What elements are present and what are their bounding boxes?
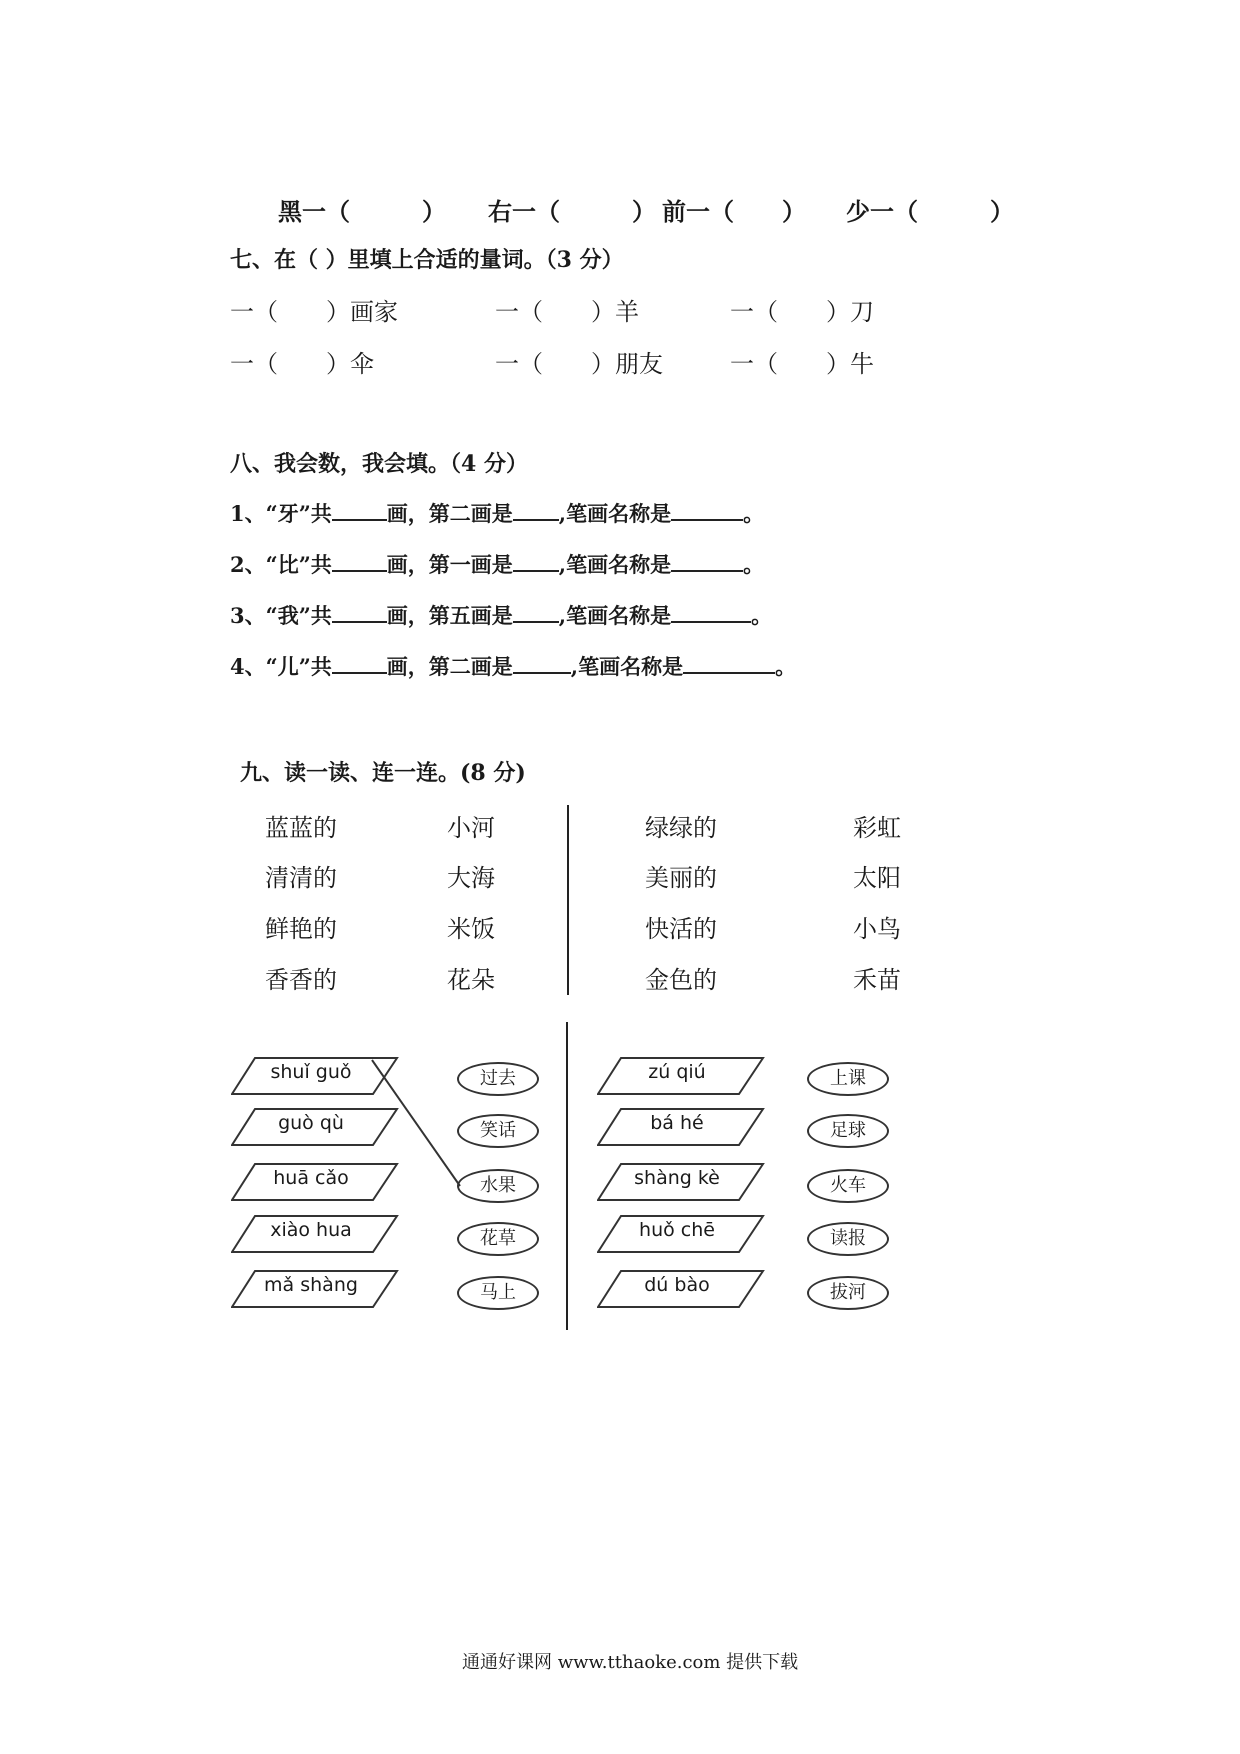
pinyin-card[interactable]: xiào hua <box>231 1215 399 1253</box>
measure-word-item: 一（ ）朋友 <box>495 350 663 378</box>
match-adjective[interactable]: 美丽的 <box>645 864 717 892</box>
stroke-question-1: 1、“牙”共 画，第二画是 ,笔画名称是 。 <box>230 501 765 526</box>
pinyin-card[interactable]: zú qiú <box>597 1057 765 1095</box>
hanzi-oval[interactable]: 拔河 <box>807 1276 889 1310</box>
match-adjective[interactable]: 蓝蓝的 <box>265 814 337 842</box>
section7-title: 七、在（ ）里填上合适的量词。（3 分） <box>230 247 624 273</box>
match-noun[interactable]: 禾苗 <box>853 966 901 994</box>
pinyin-card[interactable]: huǒ chē <box>597 1215 765 1253</box>
section9-title: 九、读一读、连一连。(8 分) <box>240 760 526 786</box>
pinyin-card[interactable]: shuǐ guǒ <box>231 1057 399 1095</box>
match-noun[interactable]: 小鸟 <box>853 915 901 943</box>
pinyin-card[interactable]: dú bào <box>597 1270 765 1308</box>
match-noun[interactable]: 米饭 <box>447 915 495 943</box>
measure-word-item: 一（ ）羊 <box>495 298 639 326</box>
match-adjective[interactable]: 快活的 <box>645 915 717 943</box>
antonym-item-2: 右一（ ） <box>488 197 656 226</box>
hanzi-oval[interactable]: 过去 <box>457 1062 539 1096</box>
hanzi-oval[interactable]: 马上 <box>457 1276 539 1310</box>
hanzi-oval[interactable]: 读报 <box>807 1222 889 1256</box>
match-noun[interactable]: 小河 <box>447 814 495 842</box>
hanzi-oval[interactable]: 水果 <box>457 1169 539 1203</box>
stroke-question-2: 2、“比”共 画，第一画是 ,笔画名称是 。 <box>230 552 765 577</box>
hanzi-oval[interactable]: 上课 <box>807 1062 889 1096</box>
hanzi-oval[interactable]: 花草 <box>457 1222 539 1256</box>
hanzi-oval[interactable]: 笑话 <box>457 1114 539 1148</box>
match-adjective[interactable]: 金色的 <box>645 966 717 994</box>
pinyin-card[interactable]: mǎ shàng <box>231 1270 399 1308</box>
pinyin-card[interactable]: bá hé <box>597 1108 765 1146</box>
stroke-question-3: 3、“我”共 画，第五画是 ,笔画名称是 。 <box>230 603 773 628</box>
hanzi-oval[interactable]: 足球 <box>807 1114 889 1148</box>
match-noun[interactable]: 花朵 <box>447 966 495 994</box>
match-noun[interactable]: 大海 <box>447 864 495 892</box>
pinyin-card[interactable]: huā cǎo <box>231 1163 399 1201</box>
antonym-item-4: 少一（ ） <box>846 197 1014 226</box>
measure-word-item: 一（ ）牛 <box>730 350 874 378</box>
section8-title: 八、我会数，我会填。（4 分） <box>230 451 528 477</box>
stroke-question-4: 4、“儿”共 画，第二画是 ,笔画名称是 。 <box>230 654 797 679</box>
pinyin-card[interactable]: shàng kè <box>597 1163 765 1201</box>
match-adjective[interactable]: 鲜艳的 <box>265 915 337 943</box>
antonym-item-1: 黑一（ ） <box>278 197 446 226</box>
measure-word-item: 一（ ）伞 <box>230 350 374 378</box>
pinyin-card[interactable]: guò qù <box>231 1108 399 1146</box>
match-noun[interactable]: 彩虹 <box>853 814 901 842</box>
match-adjective[interactable]: 清清的 <box>265 864 337 892</box>
hanzi-oval[interactable]: 火车 <box>807 1169 889 1203</box>
match-adjective[interactable]: 绿绿的 <box>645 814 717 842</box>
match-adjective[interactable]: 香香的 <box>265 966 337 994</box>
footer-credit: 通通好课网 www.tthaoke.com 提供下载 <box>462 1652 799 1673</box>
match-noun[interactable]: 太阳 <box>853 864 901 892</box>
measure-word-item: 一（ ）刀 <box>730 298 874 326</box>
antonym-item-3: 前一（ ） <box>662 197 806 226</box>
measure-word-item: 一（ ）画家 <box>230 298 398 326</box>
